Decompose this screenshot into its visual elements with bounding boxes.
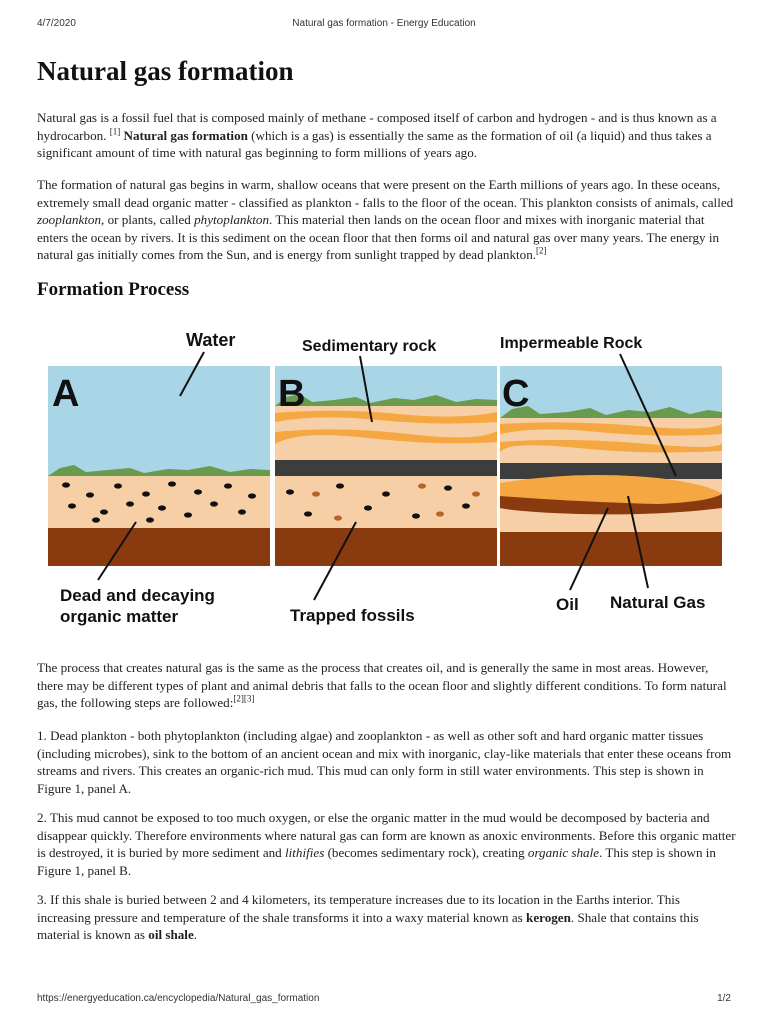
step-1-paragraph: 1. Dead plankton - both phytoplankton (including algae) and zooplankton - as well as other soft and hard organic matter tissues (including microbes), sink to the bottom of an ancient ocean and mix with inorganic, clay-like materials that enter these oceans from streams and rivers. This creates an organic-rich mud. This mud can only form in still water environments. This step is shown in Figure 1, panel A. (37, 728, 732, 796)
panel-c (500, 335, 722, 614)
dead-organic-label-1: Dead and decaying (60, 586, 215, 605)
natural-gas-label: Natural Gas (610, 593, 706, 612)
formation-figure (38, 318, 730, 634)
step-2-paragraph: 2. This mud cannot be exposed to too much oxygen, or else the organic matter in the mud would be decomposed by bacteria and disappear quickly. Therefore environments where natural gas can form are known as anoxic environments. Before this organic matter is destroyed, it is buried by more sediment and lithifies (becomes sedimentary rock), creating organic shale. This step is shown in Figure 1, panel B. (37, 810, 736, 878)
panel-c-label: C (502, 373, 530, 415)
panel-b (275, 338, 497, 625)
print-url: https://energyeducation.ca/encyclopedia/Natural_gas_formation (37, 993, 320, 1004)
citation-link-1[interactable]: [1] (109, 126, 121, 137)
citation-link-3[interactable]: [2][3] (233, 693, 255, 704)
intro-paragraph: Natural gas is a fossil fuel that is composed mainly of methane - composed itself of carbon and hydrogen - and is thus known as a hydrocarbon. [1] Natural gas formation (which is a gas) is essentially the same as the formation of oil (a liquid) and thus takes a significant amount of time with natural gas beginning to form millions of years ago. (37, 110, 717, 160)
sedimentary-rock-label: Sedimentary rock (302, 338, 437, 355)
citation-link-2[interactable]: [2] (536, 245, 547, 256)
impermeable-rock-label: Impermeable Rock (500, 335, 643, 352)
page-number: 1/2 (717, 993, 731, 1004)
trapped-fossils-label: Trapped fossils (290, 606, 415, 625)
oil-label: Oil (556, 595, 579, 614)
process-intro-paragraph: The process that creates natural gas is the same as the process that creates oil, and is generally the same in most areas. However, there may be different types of plant and animal debris that falls to the ocean floor and slightly different conditions. To form natural gas, the following steps are followed:[2][3] (37, 660, 727, 710)
print-date: 4/7/2020 (37, 18, 76, 29)
dead-organic-label-2: organic matter (60, 607, 179, 626)
step-3-paragraph: 3. If this shale is buried between 2 and 4 kilometers, its temperature increases due to its location in the Earths interior. This increasing pressure and temperature of the shale transforms it into a waxy material known as kerogen. Shale that contains this material is known as oil shale. (37, 892, 699, 942)
water-label: Water (186, 330, 236, 350)
section-heading: Formation Process (37, 279, 190, 300)
page-title: Natural gas formation (37, 56, 294, 86)
panel-a (48, 330, 270, 626)
panel-a-label: A (52, 373, 80, 415)
print-title: Natural gas formation - Energy Education (292, 18, 476, 29)
formation-paragraph: The formation of natural gas begins in warm, shallow oceans that were present on the Earth millions of years ago. In these oceans, extremely small dead organic matter - classified as plankton - falls to the floor of the ocean. This plankton consists of animals, called zooplankton, or plants, called phytoplankton. This material then lands on the ocean floor and mixes with inorganic material that enters the ocean by rivers. It is this sediment on the ocean floor that then forms oil and natural gas over many years. The energy in natural gas initially comes from the Sun, and is energy from sunlight trapped by dead plankton.[2] (37, 177, 734, 262)
panel-b-label: B (278, 373, 306, 415)
